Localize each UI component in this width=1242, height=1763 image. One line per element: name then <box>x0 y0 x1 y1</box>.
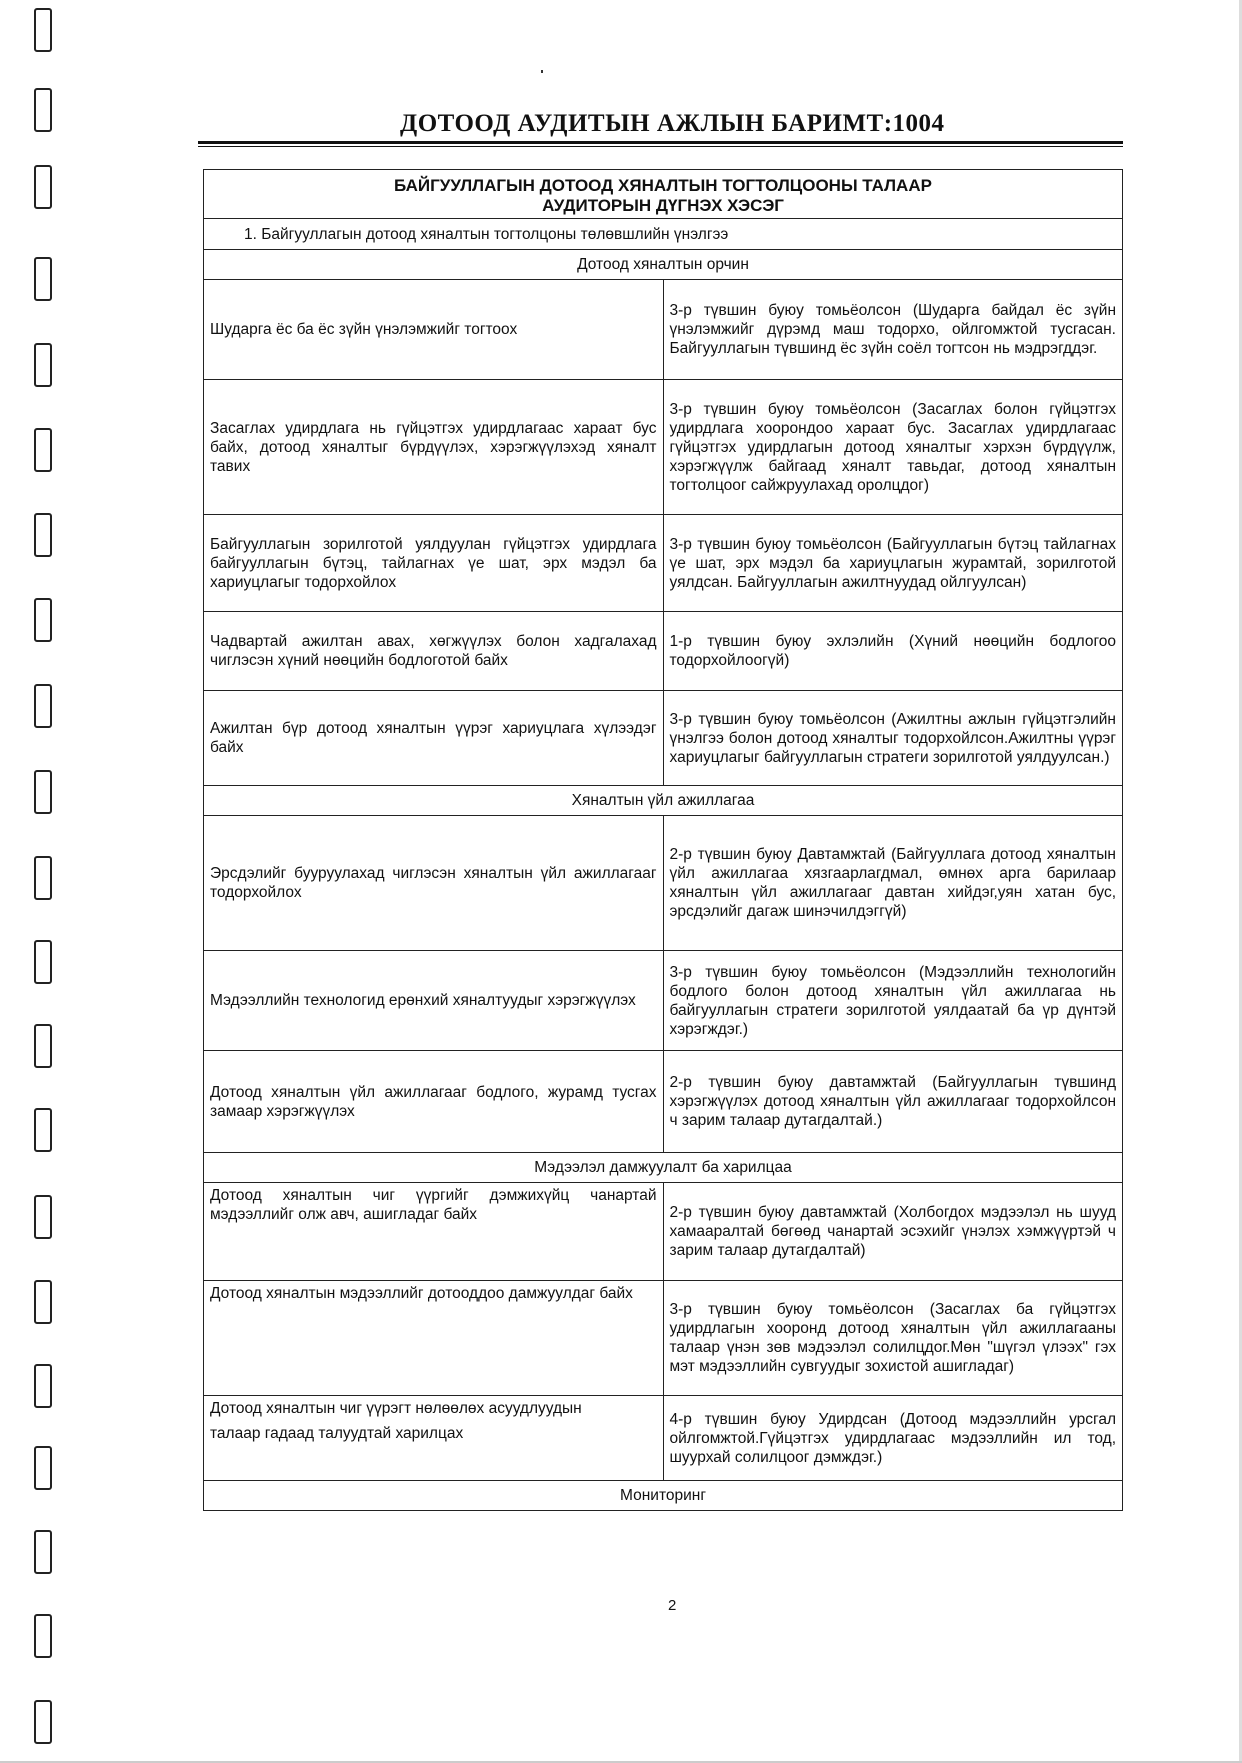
assessment-cell: 4-р түвшин буюу Удирдсан (Дотоод мэдээллийн урсгал ойлгомжтой.Гүйцэтгэх удирдлагаас мэдээллийн ил тод, шуурхай солилцоог дэмждэг.) <box>663 1396 1123 1481</box>
criterion-cell: Дотоод хяналтын чиг үүргийг дэмжихүйц чанартай мэдээллийг олж авч, ашигладаг байх <box>204 1183 664 1281</box>
binder-hole <box>34 684 52 728</box>
page-title: ДОТООД АУДИТЫН АЖЛЫН БАРИМТ:1004 <box>400 110 945 137</box>
binder-hole <box>34 513 52 557</box>
binder-hole <box>34 1280 52 1324</box>
assessment-cell: 2-р түвшин буюу давтамжтай (Байгууллагын түвшинд хэрэгжүүлэх дотоод хяналтын үйл ажиллагааг тодорхойлсон ч зарим талаар дутагдалтай.) <box>663 1051 1123 1153</box>
assessment-cell: 3-р түвшин буюу томьёолсон (Засаглах ба гүйцэтгэх удирдлагын хооронд дотоод хяналтын үйл ажиллагааны талаар үнэн зөв мэдээлэл солилцдог.Мөн "шүгэл үлээх" гэх мэт мэдээллийн сувгуудыг зохистой ашигладаг) <box>663 1281 1123 1396</box>
assessment-cell: 1-р түвшин буюу эхлэлийн (Хүний нөөцийн бодлогоо тодорхойлоогүй) <box>663 612 1123 691</box>
assessment-cell: 2-р түвшин буюу давтамжтай (Холбогдох мэдээлэл нь шууд хамааралтай бөгөөд чанартай эсэхийг үнэлэх хэмжүүртэй ч зарим талаар дутагдалтай) <box>663 1183 1123 1281</box>
binder-hole <box>34 1195 52 1239</box>
binder-hole <box>34 343 52 387</box>
subsection-control-activities: Хяналтын үйл ажиллагаа <box>204 786 1123 816</box>
binder-hole <box>34 1364 52 1408</box>
criterion-cell: Дотоод хяналтын мэдээллийг дотооддоо дамжуулдаг байх <box>204 1281 664 1396</box>
criterion-cell: Дотоод хяналтын чиг үүрэгт нөлөөлөх асуудлуудын талаар гадаад талуудтай харилцах <box>204 1396 664 1481</box>
binder-hole <box>34 770 52 814</box>
assessment-cell: 3-р түвшин буюу томьёолсон (Байгууллагын бүтэц тайлагнах үе шат, эрх мэдэл ба хариуцлагын журамтай, зорилготой уялдсан. Байгууллагын ажилтнуудад ойлгуулсан) <box>663 515 1123 612</box>
assessment-cell: 2-р түвшин буюу Давтамжтай (Байгууллага дотоод хяналтын үйл ажиллагаа хязгаарлагдмал, өмнөх арга барилаар хяналтын үйл ажиллагааг давтан хийдэг,уян хатан бус, эрсдэлийг дагаж шинэчилдэггүй) <box>663 816 1123 951</box>
assessment-cell: 3-р түвшин буюу томьёолсон (Шударга байдал ёс зүйн үнэлэмжийг дүрэмд маш тодорхо, ойлгомжтой тусгасан. Байгууллагын түвшинд ёс зүйн соёл тогтсон нь мэдрэгддэг. <box>663 280 1123 380</box>
binder-hole <box>34 1700 52 1744</box>
binder-hole <box>34 165 52 209</box>
title-underline <box>198 146 1123 147</box>
binder-hole <box>34 856 52 900</box>
title-underline <box>198 141 1123 144</box>
criterion-cell: Байгууллагын зорилготой уялдуулан гүйцэтгэх удирдлага байгууллагын бүтэц, тайлагнах үе шат, эрх мэдэл ба хариуцлагыг тодорхойлох <box>204 515 664 612</box>
binder-hole <box>34 1614 52 1658</box>
binder-hole <box>34 1446 52 1490</box>
table-header: БАЙГУУЛЛАГЫН ДОТООД ХЯНАЛТЫН ТОГТОЛЦООНЫ ТАЛААР АУДИТОРЫН ДҮГНЭХ ХЭСЭГ <box>204 170 1123 219</box>
binder-hole <box>34 598 52 642</box>
binder-hole <box>34 940 52 984</box>
section-heading: 1. Байгууллагын дотоод хяналтын тогтолцоны төлөвшлийн үнэлгээ <box>204 219 1123 250</box>
criterion-cell: Шударга ёс ба ёс зүйн үнэлэмжийг тогтоох <box>204 280 664 380</box>
binder-hole <box>34 88 52 132</box>
assessment-cell: 3-р түвшин буюу томьёолсон (Ажилтны ажлын гүйцэтгэлийн үнэлгээ болон дотоод хяналтыг тодорхойлсон.Ажилтны үүрэг хариуцлагыг байгууллагын стратеги зорилготой уялдуулсан.) <box>663 691 1123 786</box>
subsection-monitoring: Мониторинг <box>204 1481 1123 1511</box>
criterion-cell: Мэдээллийн технологид ерөнхий хяналтуудыг хэрэгжүүлэх <box>204 951 664 1051</box>
binder-hole <box>34 1530 52 1574</box>
binder-hole <box>34 1108 52 1152</box>
criterion-cell: Дотоод хяналтын үйл ажиллагааг бодлого, журамд тусгах замаар хэрэгжүүлэх <box>204 1051 664 1153</box>
assessment-cell: 3-р түвшин буюу томьёолсон (Засаглах болон гүйцэтгэх удирдлага хоорондоо хараат бус. Засаглах удирдлагаас гүйцэтгэх удирдлагын дотоод хяналтыг хэрхэн бүрдүүлж, хэрэгжүүлж байгаад хяналт тавьдаг, дотоод хяналтын тогтолцоог сайжруулахад оролцдог) <box>663 380 1123 515</box>
binder-hole <box>34 1024 52 1068</box>
criterion-cell: Чадвартай ажилтан авах, хөгжүүлэх болон хадгалахад чиглэсэн хүний нөөцийн бодлоготой байх <box>204 612 664 691</box>
criterion-cell: Засаглах удирдлага нь гүйцэтгэх удирдлагаас хараат бус байх, дотоод хяналтыг бүрдүүлэх, хэрэгжүүлэхэд хяналт тавих <box>204 380 664 515</box>
assessment-table <box>203 169 1123 1511</box>
binder-hole <box>34 8 52 52</box>
subsection-control-environment: Дотоод хяналтын орчин <box>204 250 1123 280</box>
criterion-cell: Эрсдэлийг бууруулахад чиглэсэн хяналтын үйл ажиллагааг тодорхойлох <box>204 816 664 951</box>
assessment-cell: 3-р түвшин буюу томьёолсон (Мэдээллийн технологийн бодлого болон дотоод хяналтын үйл ажиллагаа нь байгууллагын стратеги зорилготой уялдаатай ба үр дүнтэй хэрэгждэг.) <box>663 951 1123 1051</box>
page-number: 2 <box>668 1597 677 1614</box>
scan-speck <box>541 70 543 73</box>
subsection-information-communication: Мэдээлэл дамжуулалт ба харилцаа <box>204 1153 1123 1183</box>
binder-hole <box>34 257 52 301</box>
criterion-cell: Ажилтан бүр дотоод хяналтын үүрэг хариуцлага хүлээдэг байх <box>204 691 664 786</box>
binder-hole <box>34 428 52 472</box>
